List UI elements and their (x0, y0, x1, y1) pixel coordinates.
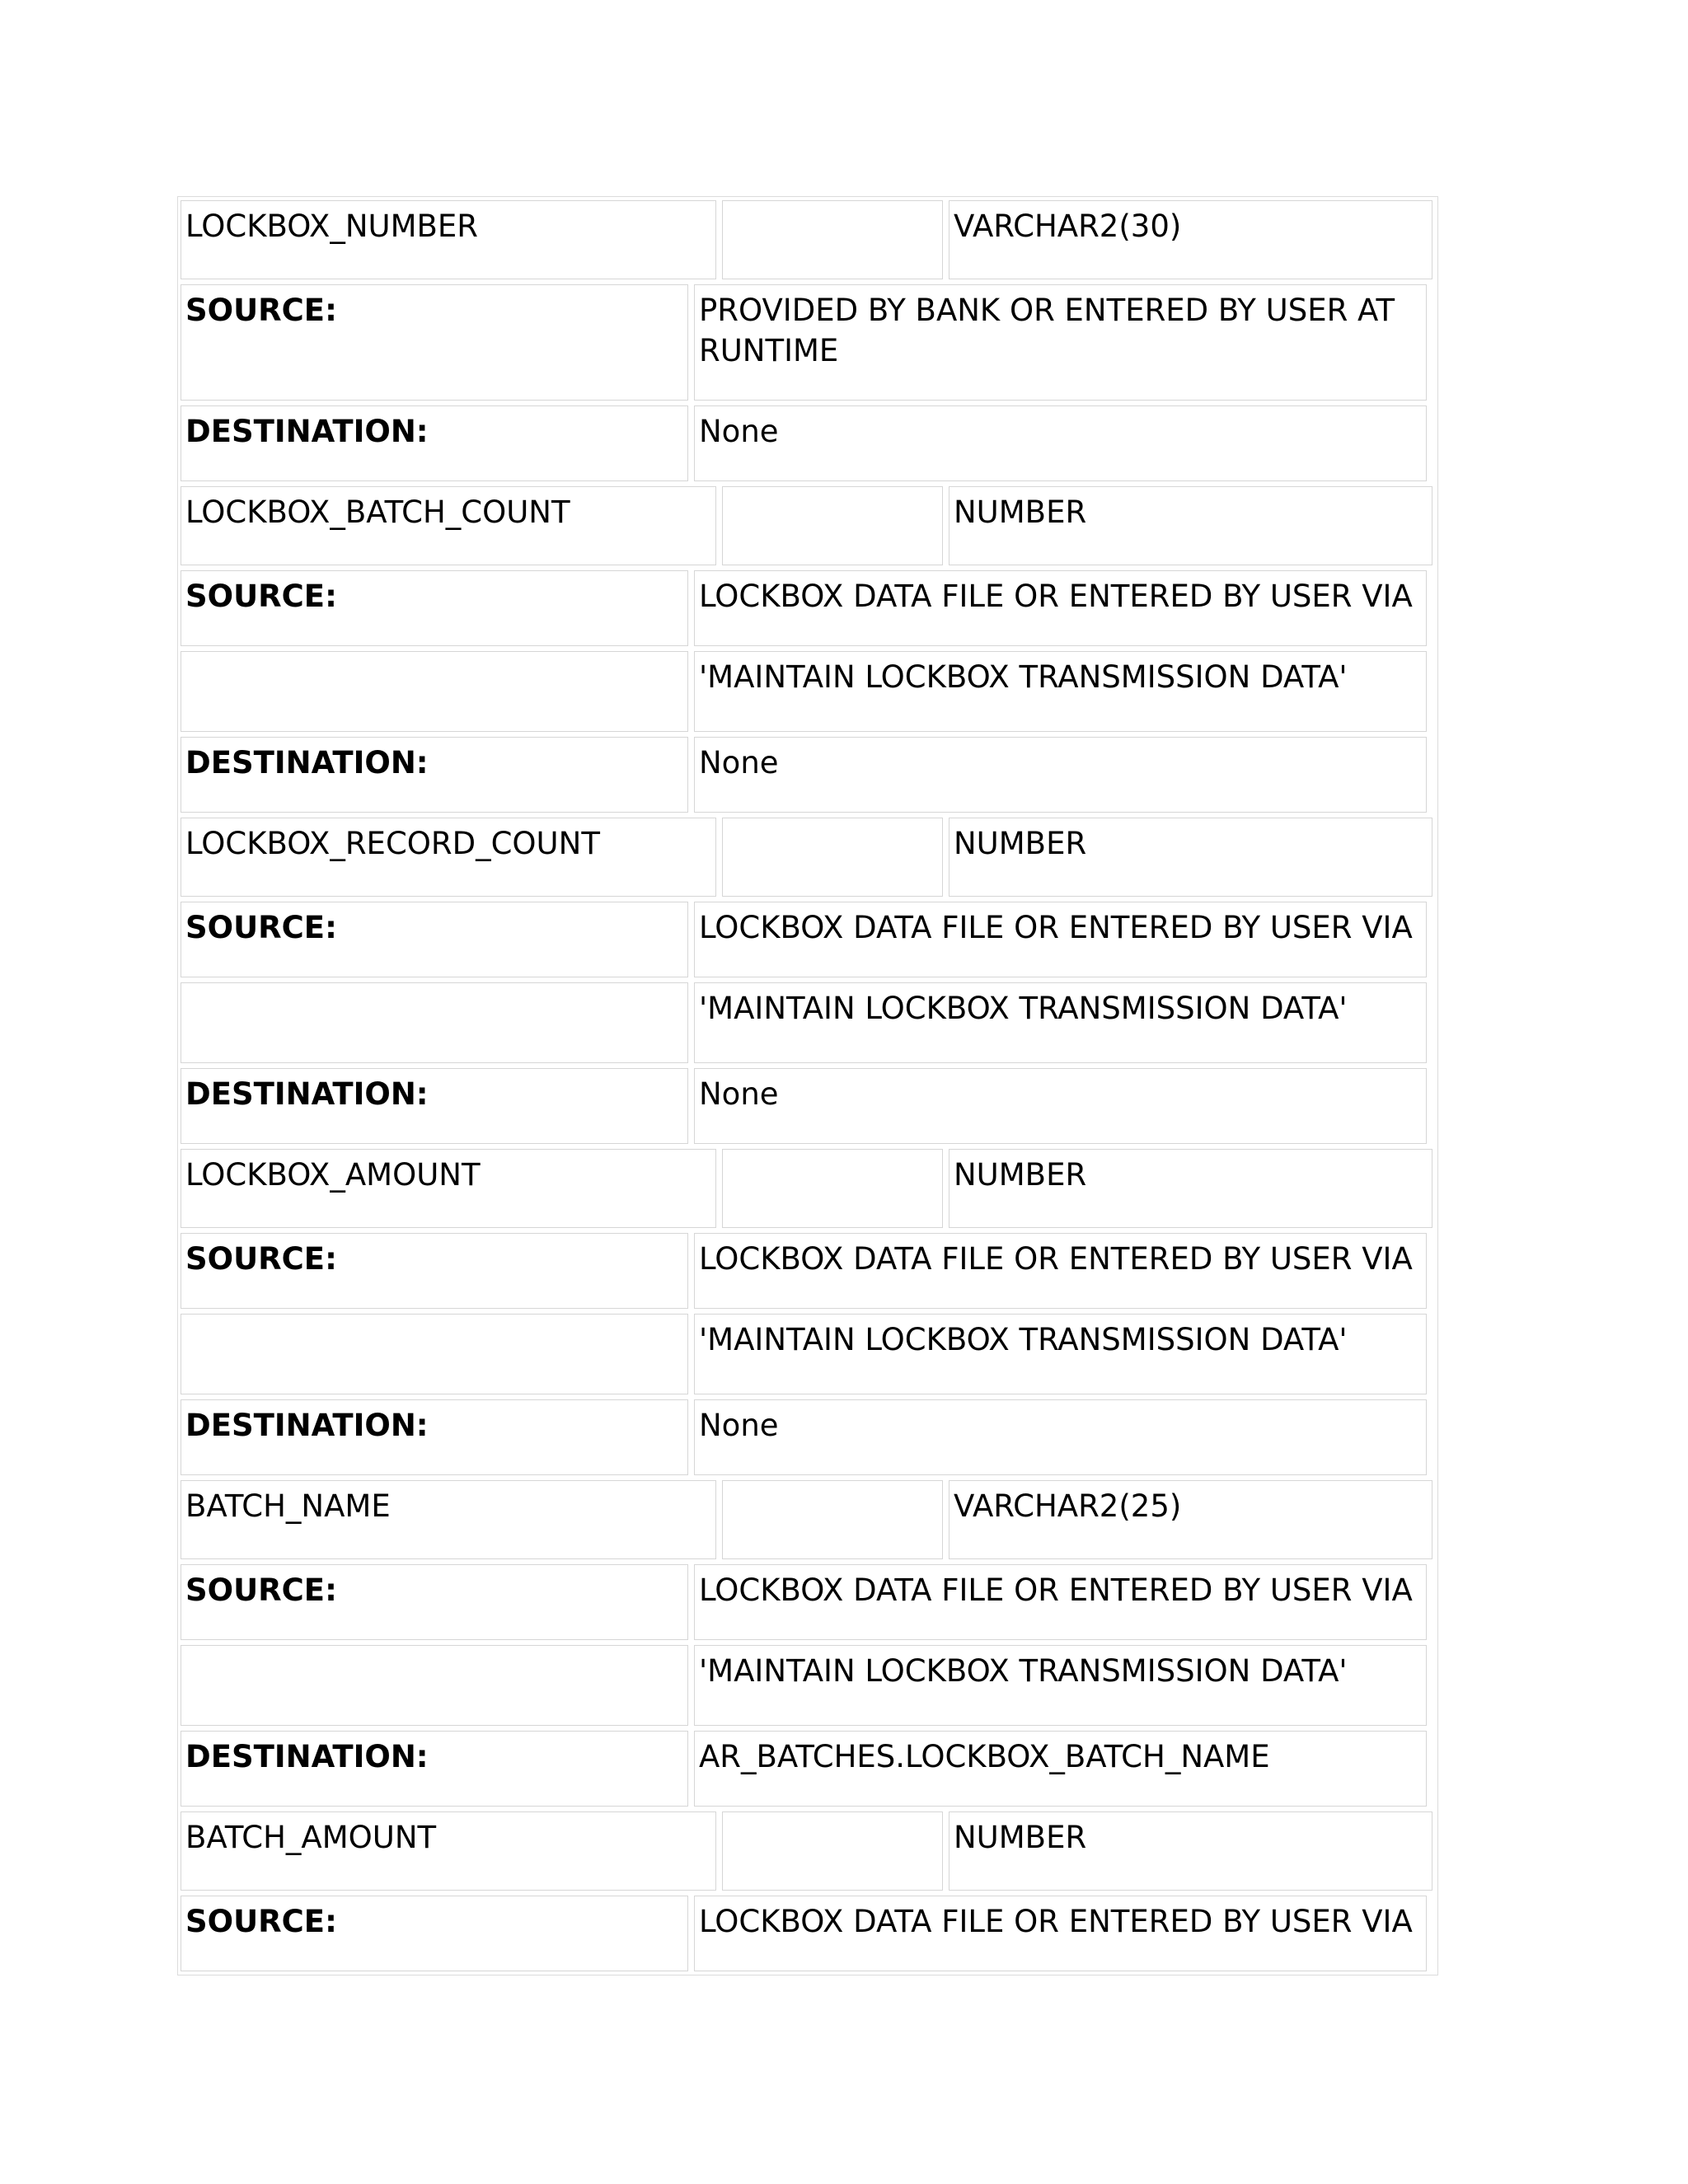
source-row (181, 1896, 1435, 1971)
field-type: NUMBER (949, 1811, 1432, 1891)
destination-value: None (694, 405, 1427, 481)
destination-label: DESTINATION: (181, 1068, 688, 1144)
destination-value: AR_BATCHES.LOCKBOX_BATCH_NAME (694, 1731, 1427, 1807)
destination-row (181, 1068, 1435, 1144)
empty-cell (722, 818, 943, 897)
destination-label: DESTINATION: (181, 1731, 688, 1807)
source-continuation-row (181, 1314, 1435, 1394)
field-name: BATCH_AMOUNT (181, 1811, 716, 1891)
source-value: PROVIDED BY BANK OR ENTERED BY USER AT RUNTIME (694, 284, 1427, 401)
field-name: LOCKBOX_NUMBER (181, 200, 716, 279)
field-row-batch-amount (181, 1811, 1435, 1891)
source-continuation-row (181, 651, 1435, 732)
destination-row (181, 405, 1435, 481)
destination-row (181, 737, 1435, 813)
source-row (181, 1233, 1435, 1309)
source-label: SOURCE: (181, 1233, 688, 1309)
destination-label: DESTINATION: (181, 405, 688, 481)
field-row-lockbox-record-count (181, 818, 1435, 897)
empty-label (181, 982, 688, 1063)
field-type: VARCHAR2(25) (949, 1480, 1432, 1559)
destination-label: DESTINATION: (181, 1399, 688, 1475)
destination-label: DESTINATION: (181, 737, 688, 813)
source-label: SOURCE: (181, 1564, 688, 1640)
empty-cell (722, 1811, 943, 1891)
source-row (181, 902, 1435, 977)
source-label: SOURCE: (181, 284, 688, 401)
source-label: SOURCE: (181, 570, 688, 646)
field-row-lockbox-number (181, 200, 1435, 279)
source-continuation-value: 'MAINTAIN LOCKBOX TRANSMISSION DATA' (694, 651, 1427, 732)
destination-value: None (694, 1068, 1427, 1144)
field-type: NUMBER (949, 1149, 1432, 1228)
source-value: LOCKBOX DATA FILE OR ENTERED BY USER VIA (694, 570, 1427, 646)
destination-row (181, 1731, 1435, 1807)
source-row (181, 1564, 1435, 1640)
source-continuation-row (181, 982, 1435, 1063)
source-continuation-value: 'MAINTAIN LOCKBOX TRANSMISSION DATA' (694, 1645, 1427, 1726)
empty-label (181, 651, 688, 732)
source-continuation-row (181, 1645, 1435, 1726)
empty-cell (722, 200, 943, 279)
source-row (181, 284, 1435, 401)
field-name: LOCKBOX_BATCH_COUNT (181, 486, 716, 565)
empty-label (181, 1314, 688, 1394)
source-continuation-value: 'MAINTAIN LOCKBOX TRANSMISSION DATA' (694, 1314, 1427, 1394)
source-value: LOCKBOX DATA FILE OR ENTERED BY USER VIA (694, 902, 1427, 977)
destination-row (181, 1399, 1435, 1475)
field-row-lockbox-batch-count (181, 486, 1435, 565)
empty-cell (722, 1149, 943, 1228)
field-name: BATCH_NAME (181, 1480, 716, 1559)
source-continuation-value: 'MAINTAIN LOCKBOX TRANSMISSION DATA' (694, 982, 1427, 1063)
empty-cell (722, 486, 943, 565)
field-name: LOCKBOX_RECORD_COUNT (181, 818, 716, 897)
destination-value: None (694, 737, 1427, 813)
source-value: LOCKBOX DATA FILE OR ENTERED BY USER VIA (694, 1233, 1427, 1309)
source-value: LOCKBOX DATA FILE OR ENTERED BY USER VIA (694, 1564, 1427, 1640)
field-type: VARCHAR2(30) (949, 200, 1432, 279)
field-row-batch-name (181, 1480, 1435, 1559)
field-row-lockbox-amount (181, 1149, 1435, 1228)
field-name: LOCKBOX_AMOUNT (181, 1149, 716, 1228)
source-label: SOURCE: (181, 1896, 688, 1971)
empty-label (181, 1645, 688, 1726)
empty-cell (722, 1480, 943, 1559)
destination-value: None (694, 1399, 1427, 1475)
column-definition-table (177, 196, 1438, 1975)
source-value: LOCKBOX DATA FILE OR ENTERED BY USER VIA (694, 1896, 1427, 1971)
field-type: NUMBER (949, 486, 1432, 565)
source-label: SOURCE: (181, 902, 688, 977)
source-row (181, 570, 1435, 646)
field-type: NUMBER (949, 818, 1432, 897)
